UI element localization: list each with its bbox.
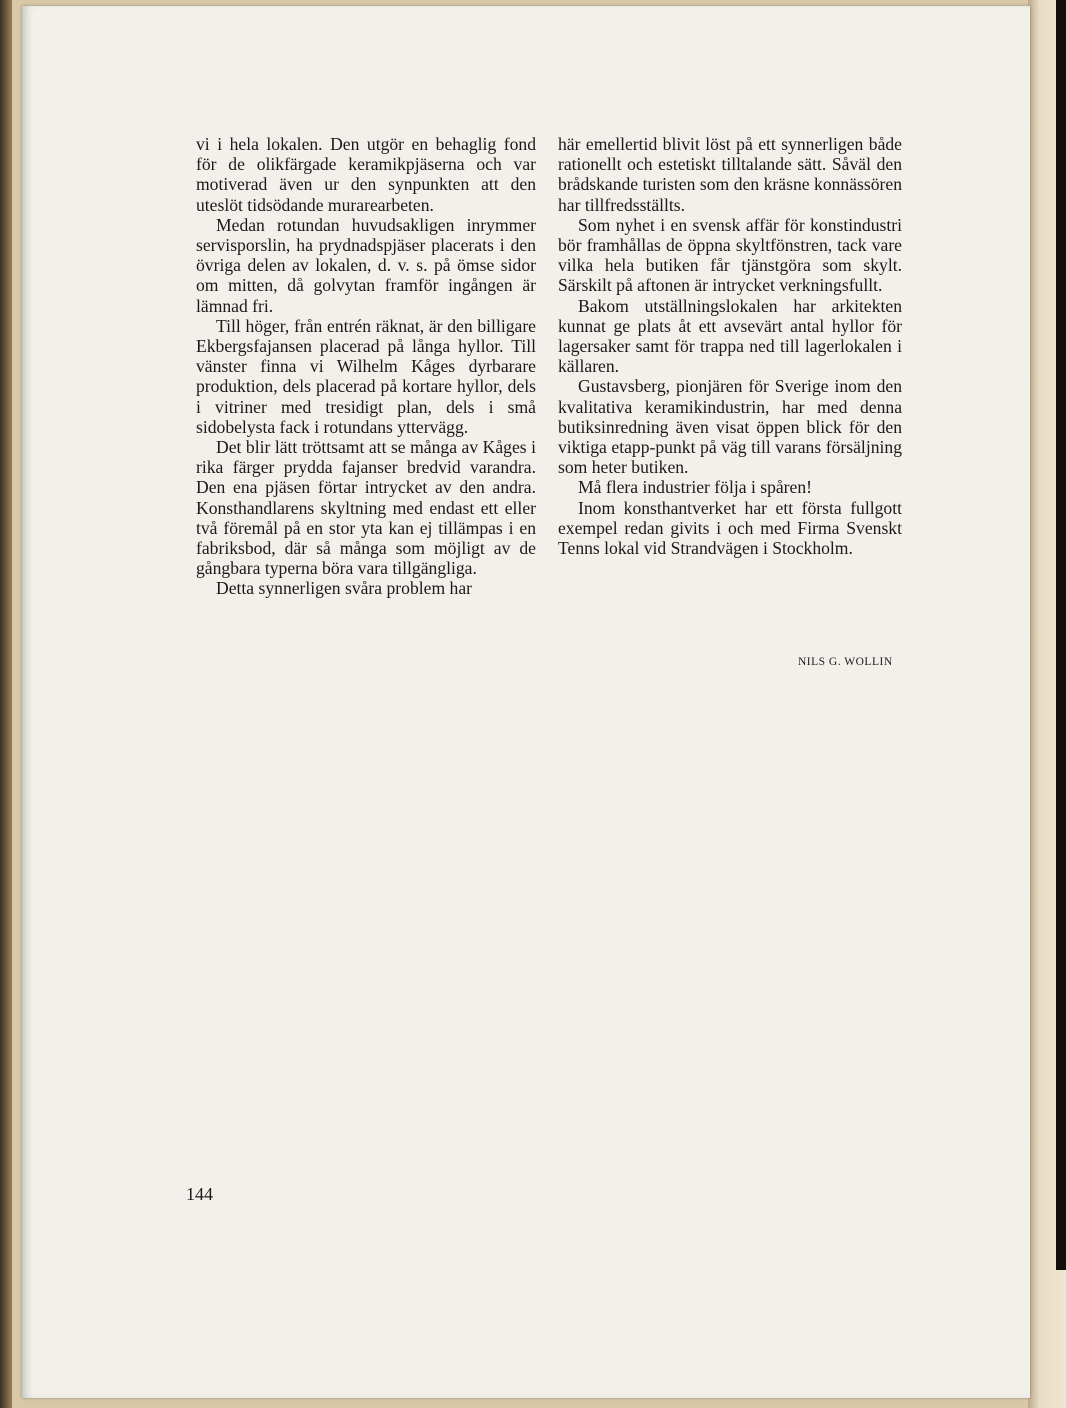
paragraph: Till höger, från entrén räknat, är den billigare Ekbergsfajansen placerad på långa hyllor. Till vänster finna vi Wilhelm Kåges dyrbarare produktion, dels placerad på kortare hyllor, dels i vitriner med tresidigt plan, dels i små sidobelysta fack i rotundans yttervägg. — [196, 315, 536, 437]
right-text-column — [558, 134, 902, 558]
paragraph: Bakom utställningslokalen har arkitekten kunnat ge plats åt ett avsevärt antal hyllor för lagersaker samt för trappa ned till lagerlokalen i källaren. — [558, 295, 902, 377]
paragraph: Detta synnerligen svåra problem har — [216, 578, 472, 599]
paragraph: Gustavsberg, pionjären för Sverige inom den kvalitativa keramikindustrin, har med denna butiksinredning även visat öppen blick för den viktiga etapp-punkt på väg till varans försäljning som heter butiken. — [558, 376, 902, 478]
paragraph: Det blir lätt tröttsamt att se många av Kåges i rika färger prydda fajanser bredvid varandra. Den ena pjäsen förtar intrycket av den andra. Konsthandlarens skyltning med endast ett eller två föremål på en stor yta kan ej tillämpas i en fabriksbod, där så många som möjligt av de gångbara typerna böra vara tillgängliga. — [196, 437, 536, 579]
paragraph: Inom konsthantverket har ett första fullgott exempel redan givits i och med Firma Svenskt Tenns lokal vid Strandvägen i Stockholm. — [558, 497, 902, 559]
left-text-column — [196, 134, 536, 599]
paragraph: Som nyhet i en svensk affär för konstindustri bör framhållas de öppna skyltfönstren, tack vare vilka hela butiken får tjänstgöra som skylt. Särskilt på aftonen är intrycket verkningsfullt. — [558, 214, 902, 296]
dark-background-strip — [1056, 0, 1066, 1270]
page-number: 144 — [186, 1184, 213, 1204]
paragraph: här emellertid blivit löst på ett synnerligen både rationellt och estetiskt tilltalande sätt. Såväl den brådskande turisten som den kräsne konnässören har tillfredsställts. — [558, 134, 902, 215]
paragraph: vi i hela lokalen. Den utgör en behaglig fond för de olikfärgade keramikpjäserna och var motiverad även ur den synpunkten att den uteslöt tidsödande murarearbeten. — [196, 134, 536, 215]
author-signature: NILS G. WOLLIN — [798, 656, 893, 668]
paragraph: Må flera industrier följa i spåren! — [578, 477, 813, 498]
paragraph: Medan rotundan huvudsakligen inrymmer servisporslin, ha prydnadspjäser placerats i den övriga delen av lokalen, d. v. s. på ömse sidor om mitten, då golvytan framför ingången är lämnad fri. — [196, 214, 536, 316]
